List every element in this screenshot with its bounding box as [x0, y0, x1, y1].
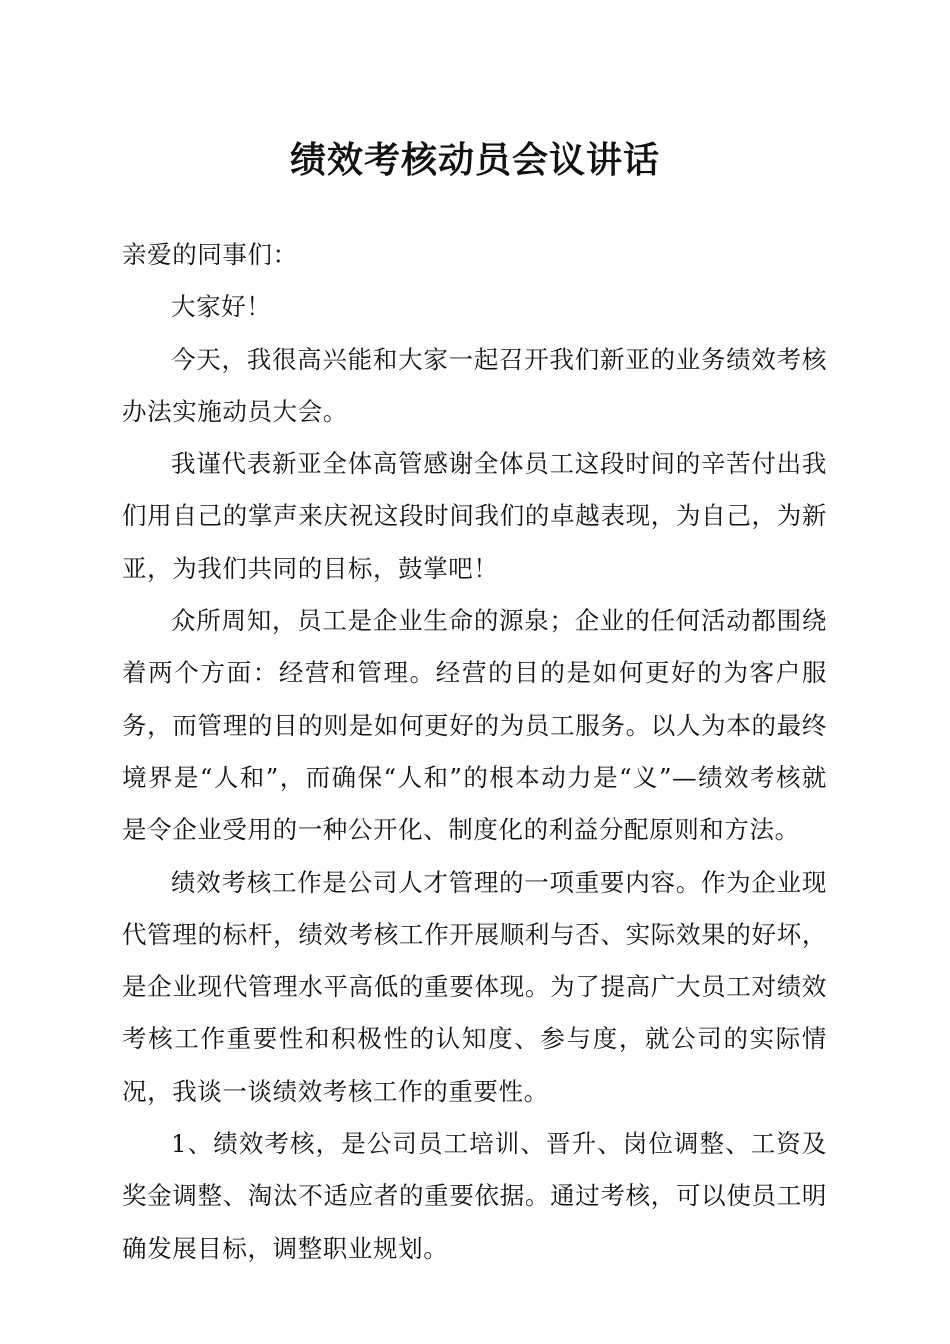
- paragraph-importance: 绩效考核工作是公司人才管理的一项重要内容。作为企业现代管理的标杆，绩效考核工作开展顺利与否、实际效果的好坏，是企业现代管理水平高低的重要体现。为了提高广大员工对绩效考核工作重要性和积极性的认知度、参与度，就公司的实际情况，我谈一谈绩效考核工作的重要性。: [122, 867, 827, 1106]
- paragraph-opening: 今天，我很高兴能和大家一起召开我们新亚的业务绩效考核办法实施动员大会。: [122, 344, 827, 426]
- document-body: [122, 229, 827, 1275]
- paragraph-people-oriented: 众所周知，员工是企业生命的源泉；企业的任何活动都围绕着两个方面：经营和管理。经营的目的是如何更好的为客户服务，而管理的目的则是如何更好的为员工服务。以人为本的最终境界是“人和”，而确保“人和”的根本动力是“义”—绩效考核就是令企业受用的一种公开化、制度化的利益分配原则和方法。: [122, 606, 827, 845]
- document-title: 绩效考核动员会议讲话: [289, 139, 660, 181]
- paragraph-thanks: 我谨代表新亚全体高管感谢全体员工这段时间的辛苦付出我们用自己的掌声来庆祝这段时间我们的卓越表现，为自己，为新亚，为我们共同的目标，鼓掌吧！: [122, 449, 827, 583]
- salutation: 亲爱的同事们：: [122, 240, 298, 269]
- paragraph-point-1: 1、绩效考核，是公司员工培训、晋升、岗位调整、工资及奖金调整、淘汰不适应者的重要依据。通过考核，可以使员工明确发展目标，调整职业规划。: [122, 1129, 827, 1263]
- paragraph-greeting: 大家好！: [171, 292, 272, 322]
